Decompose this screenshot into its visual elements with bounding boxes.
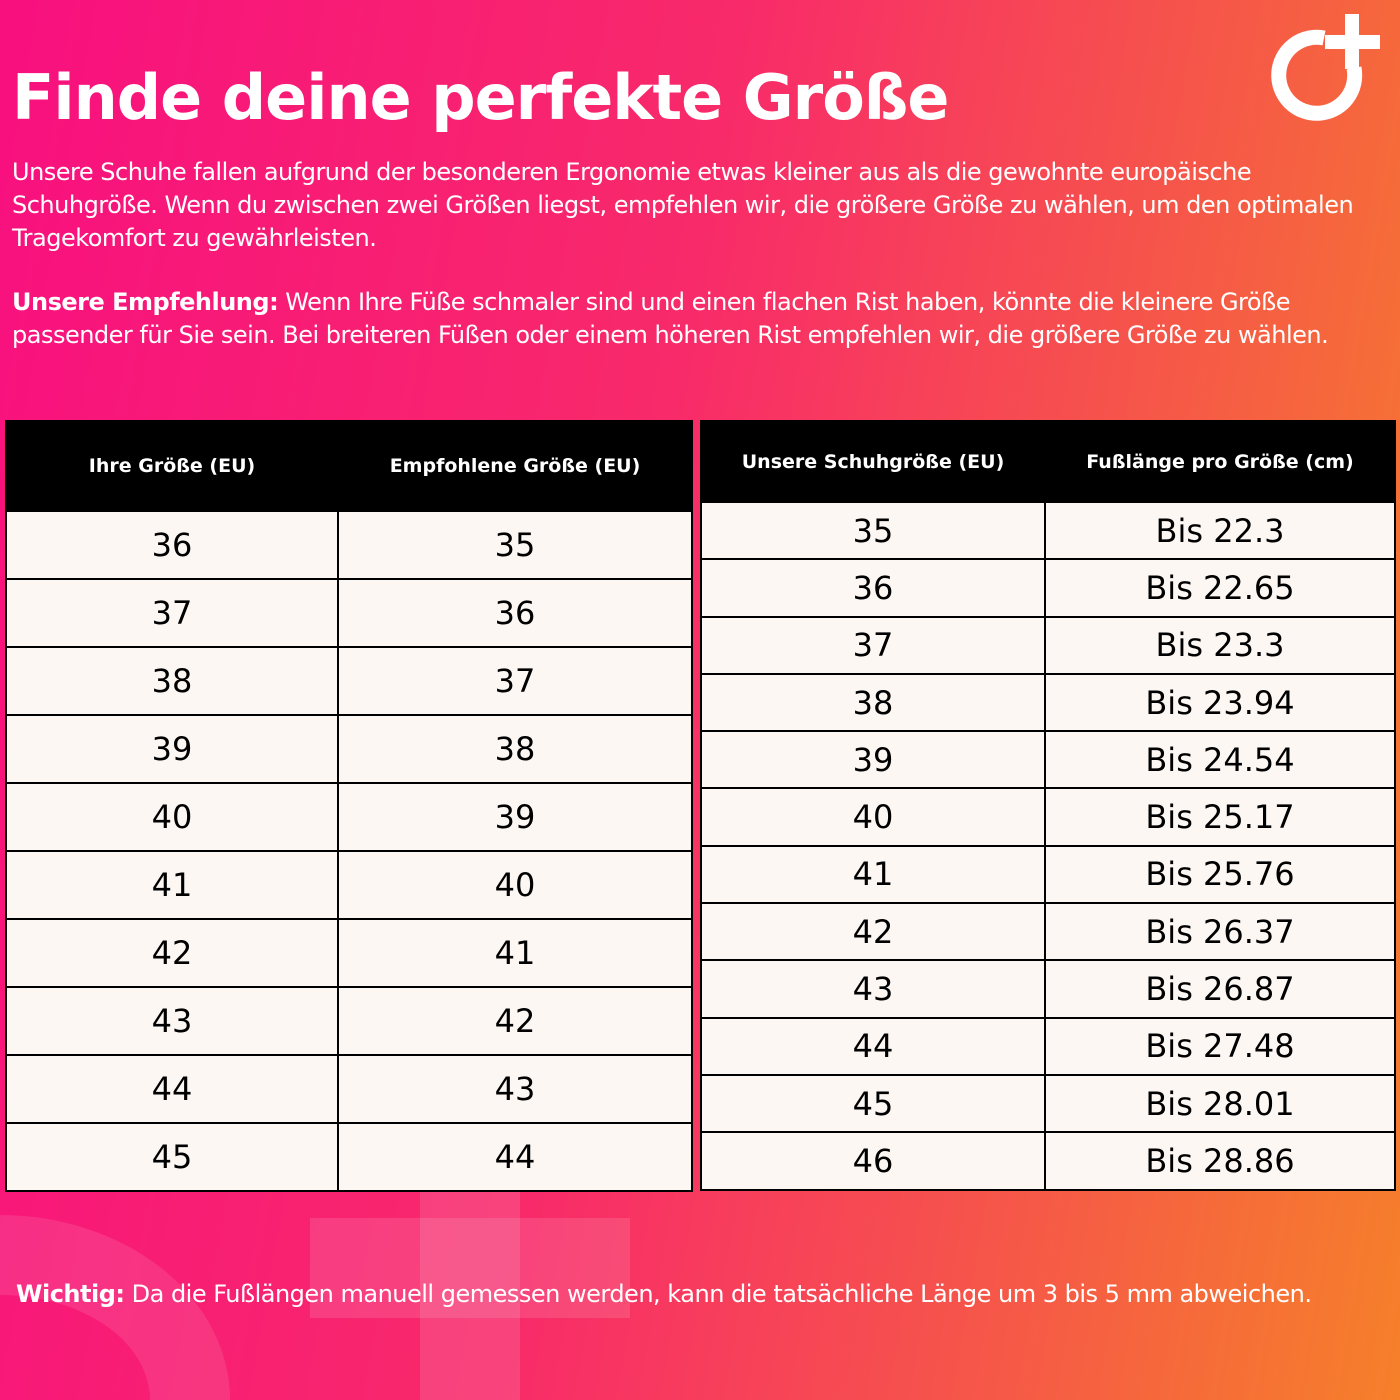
table-cell: Bis 26.37 bbox=[1045, 903, 1395, 960]
table-row bbox=[701, 502, 1395, 559]
table-cell: 41 bbox=[701, 846, 1045, 903]
table-cell: 36 bbox=[6, 511, 338, 579]
table-row bbox=[701, 960, 1395, 1017]
circle-plus-logo-icon bbox=[1262, 10, 1382, 130]
table-row bbox=[701, 846, 1395, 903]
table-cell: 41 bbox=[6, 851, 338, 919]
table-cell: 44 bbox=[338, 1123, 692, 1191]
table-cell: 42 bbox=[6, 919, 338, 987]
table-cell: Bis 22.65 bbox=[1045, 559, 1395, 616]
table-cell: 37 bbox=[701, 617, 1045, 674]
table-cell: Bis 28.01 bbox=[1045, 1075, 1395, 1132]
table-cell: Bis 24.54 bbox=[1045, 731, 1395, 788]
table-row bbox=[701, 559, 1395, 616]
table-cell: 38 bbox=[6, 647, 338, 715]
table-cell: 39 bbox=[701, 731, 1045, 788]
intro-text: Unsere Schuhe fallen aufgrund der besonderen Ergonomie etwas kleiner aus als die gewohnte europäische Schuhgröße. Wenn du zwischen zwei Größen liegst, empfehlen wir, die größere Größe zu wählen, um den optimalen Tragekomfort zu gewährleisten. bbox=[12, 158, 1354, 252]
column-header: Fußlänge pro Größe (cm) bbox=[1045, 421, 1395, 502]
table-cell: Bis 23.94 bbox=[1045, 674, 1395, 731]
table-cell: Bis 25.17 bbox=[1045, 788, 1395, 845]
table-cell: 45 bbox=[6, 1123, 338, 1191]
table-row bbox=[6, 579, 692, 647]
size-recommendation-table bbox=[5, 420, 693, 1192]
table-row bbox=[6, 715, 692, 783]
column-header: Unsere Schuhgröße (EU) bbox=[701, 421, 1045, 502]
table-cell: 38 bbox=[338, 715, 692, 783]
table-cell: 39 bbox=[338, 783, 692, 851]
table-cell: 40 bbox=[338, 851, 692, 919]
table-cell: Bis 27.48 bbox=[1045, 1018, 1395, 1075]
table-cell: Bis 23.3 bbox=[1045, 617, 1395, 674]
table-row bbox=[701, 731, 1395, 788]
note-label: Wichtig: bbox=[16, 1280, 125, 1308]
table-cell: Bis 28.86 bbox=[1045, 1132, 1395, 1189]
table-cell: 46 bbox=[701, 1132, 1045, 1189]
table-cell: Bis 25.76 bbox=[1045, 846, 1395, 903]
table-cell: 44 bbox=[6, 1055, 338, 1123]
table-row bbox=[701, 1018, 1395, 1075]
table-cell: 41 bbox=[338, 919, 692, 987]
table-row bbox=[701, 903, 1395, 960]
table-row bbox=[6, 987, 692, 1055]
table-cell: 43 bbox=[338, 1055, 692, 1123]
table-cell: 35 bbox=[338, 511, 692, 579]
table-cell: 37 bbox=[338, 647, 692, 715]
table-row bbox=[701, 617, 1395, 674]
table-row bbox=[701, 788, 1395, 845]
table-row bbox=[6, 1123, 692, 1191]
table-row bbox=[6, 647, 692, 715]
table-row bbox=[6, 851, 692, 919]
table-cell: 37 bbox=[6, 579, 338, 647]
table-row bbox=[701, 1075, 1395, 1132]
table-cell: 40 bbox=[6, 783, 338, 851]
table-cell: Bis 26.87 bbox=[1045, 960, 1395, 1017]
note-body: Da die Fußlängen manuell gemessen werden, kann die tatsächliche Länge um 3 bis 5 mm abweichen. bbox=[124, 1280, 1312, 1308]
table-cell: 39 bbox=[6, 715, 338, 783]
column-header: Empfohlene Größe (EU) bbox=[338, 421, 692, 511]
table-cell: 42 bbox=[338, 987, 692, 1055]
table-cell: 42 bbox=[701, 903, 1045, 960]
column-header: Ihre Größe (EU) bbox=[6, 421, 338, 511]
foot-length-table bbox=[700, 420, 1396, 1191]
table-cell: 44 bbox=[701, 1018, 1045, 1075]
recommendation-text bbox=[12, 286, 1388, 352]
table-row bbox=[701, 1132, 1395, 1189]
recommendation-label: Unsere Empfehlung: bbox=[12, 288, 279, 316]
table-cell: 43 bbox=[701, 960, 1045, 1017]
important-note bbox=[16, 1278, 1384, 1311]
table-cell: 38 bbox=[701, 674, 1045, 731]
table-cell: 45 bbox=[701, 1075, 1045, 1132]
table-row bbox=[6, 1055, 692, 1123]
table-cell: 40 bbox=[701, 788, 1045, 845]
table-row bbox=[6, 511, 692, 579]
recommendation-body: Wenn Ihre Füße schmaler sind und einen flachen Rist haben, könnte die kleinere Größe passender für Sie sein. Bei breiteren Füßen oder einem höheren Rist empfehlen wir, die größere Größe zu wählen. bbox=[12, 288, 1329, 349]
table-cell: 36 bbox=[338, 579, 692, 647]
table-row bbox=[6, 783, 692, 851]
table-cell: 36 bbox=[701, 559, 1045, 616]
table-cell: 35 bbox=[701, 502, 1045, 559]
table-row bbox=[6, 919, 692, 987]
table-cell: 43 bbox=[6, 987, 338, 1055]
table-cell: Bis 22.3 bbox=[1045, 502, 1395, 559]
page-title: Finde deine perfekte Größe bbox=[12, 61, 949, 134]
table-row bbox=[701, 674, 1395, 731]
